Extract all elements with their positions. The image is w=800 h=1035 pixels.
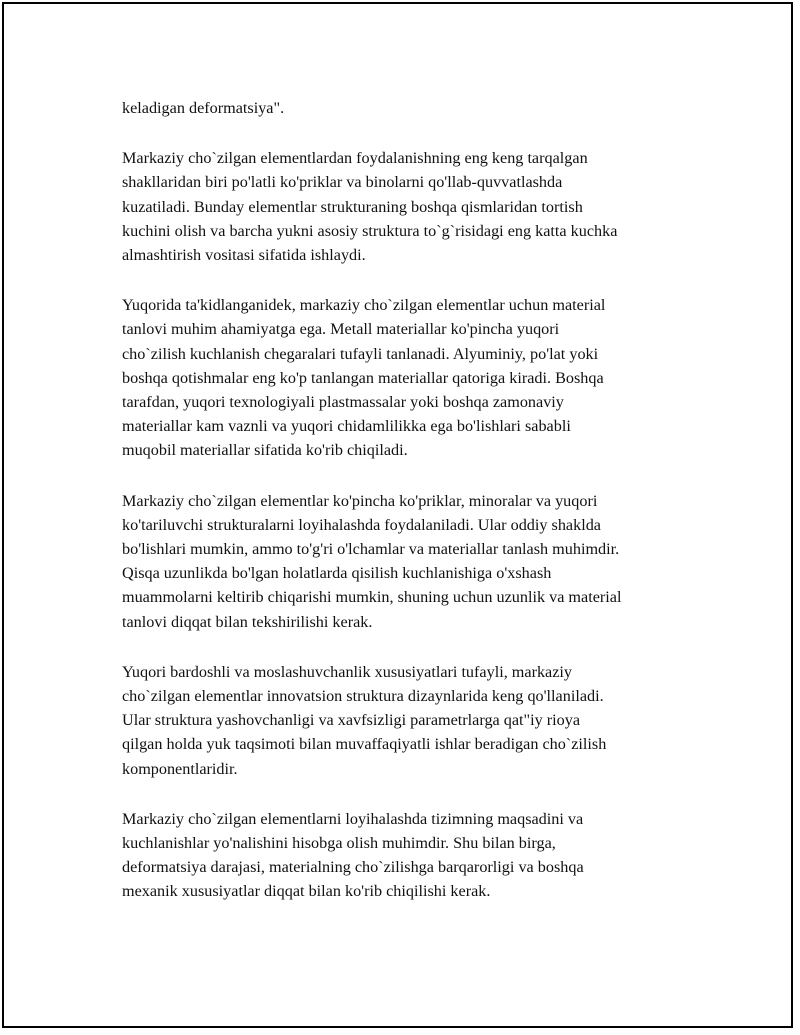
paragraph-design-considerations: Markaziy cho`zilgan elementlarni loyihalashda tizimning maqsadini va kuchlanishlar yo'nalishini hisobga olish muhimdir. Shu bilan birga, deformatsiya darajasi, materialning cho`zilishga barqarorligi va boshqa mexanik xususiyatlar diqqat bilan ko'rib chiqilishi kerak. xyxy=(122,809,584,901)
paragraph-continuation: keladigan deformatsiya". xyxy=(122,99,285,117)
paragraph-material-selection: Yuqorida ta'kidlanganidek, markaziy cho`zilgan elementlar uchun material tanlovi muhim ahamiyatga ega. Metall materiallar ko'pincha yuqori cho`zilish kuchlanish chegaralari tufayli tanlanadi. Alyuminiy, po'lat yoki boshqa qotishmalar eng ko'p tanlangan materiallar qatoriga kiradi. Boshqa tarafdan, yuqori texnologiyali plastmassalar yoki boshqa zamonaviy materiallar kam vaznli va yuqori chidamlilikka ega bo'lishlari sababli muqobil materiallar sifatida ko'rib chiqiladi. xyxy=(122,296,606,460)
paragraph-applications: Markaziy cho`zilgan elementlardan foydalanishning eng keng tarqalgan shakllaridan biri po'latli ko'priklar va binolarni qo'llab-quvvatlashda kuzatiladi. Bunday elementlar strukturaning boshqa qismlaridan tortish kuchini olish va barcha yukni asosiy struktura to`g`risidagi eng katta kuchka almashtirish vositasi sifatida ishlaydi. xyxy=(122,149,618,265)
paragraph-design-usage: Markaziy cho`zilgan elementlar ko'pincha ko'priklar, minoralar va yuqori ko'tariluvchi strukturalarni loyihalashda foydalaniladi. Ular oddiy shaklda bo'lishlari mumkin, ammo to'g'ri o'lchamlar va materiallar tanlash muhimdir. Qisqa uzunlikda bo'lgan holatlarda qisilish kuchlanishiga o'xshash muammolarni keltirib chiqarishi mumkin, shuning uchun uzunlik va material tanlovi diqqat bilan tekshirilishi kerak. xyxy=(122,491,622,631)
paragraph-innovative-designs: Yuqori bardoshli va moslashuvchanlik xususiyatlari tufayli, markaziy cho`zilgan elementlar innovatsion struktura dizaynlarida keng qo'llaniladi. Ular struktura yashovchanligi va xavfsizligi parametrlarga qat"iy rioya qilgan holda yuk taqsimoti bilan muvaffaqiyatli ishlar beradigan cho`zilish komponentlaridir. xyxy=(122,662,607,778)
page-frame xyxy=(2,2,793,1028)
document-body xyxy=(122,96,702,930)
